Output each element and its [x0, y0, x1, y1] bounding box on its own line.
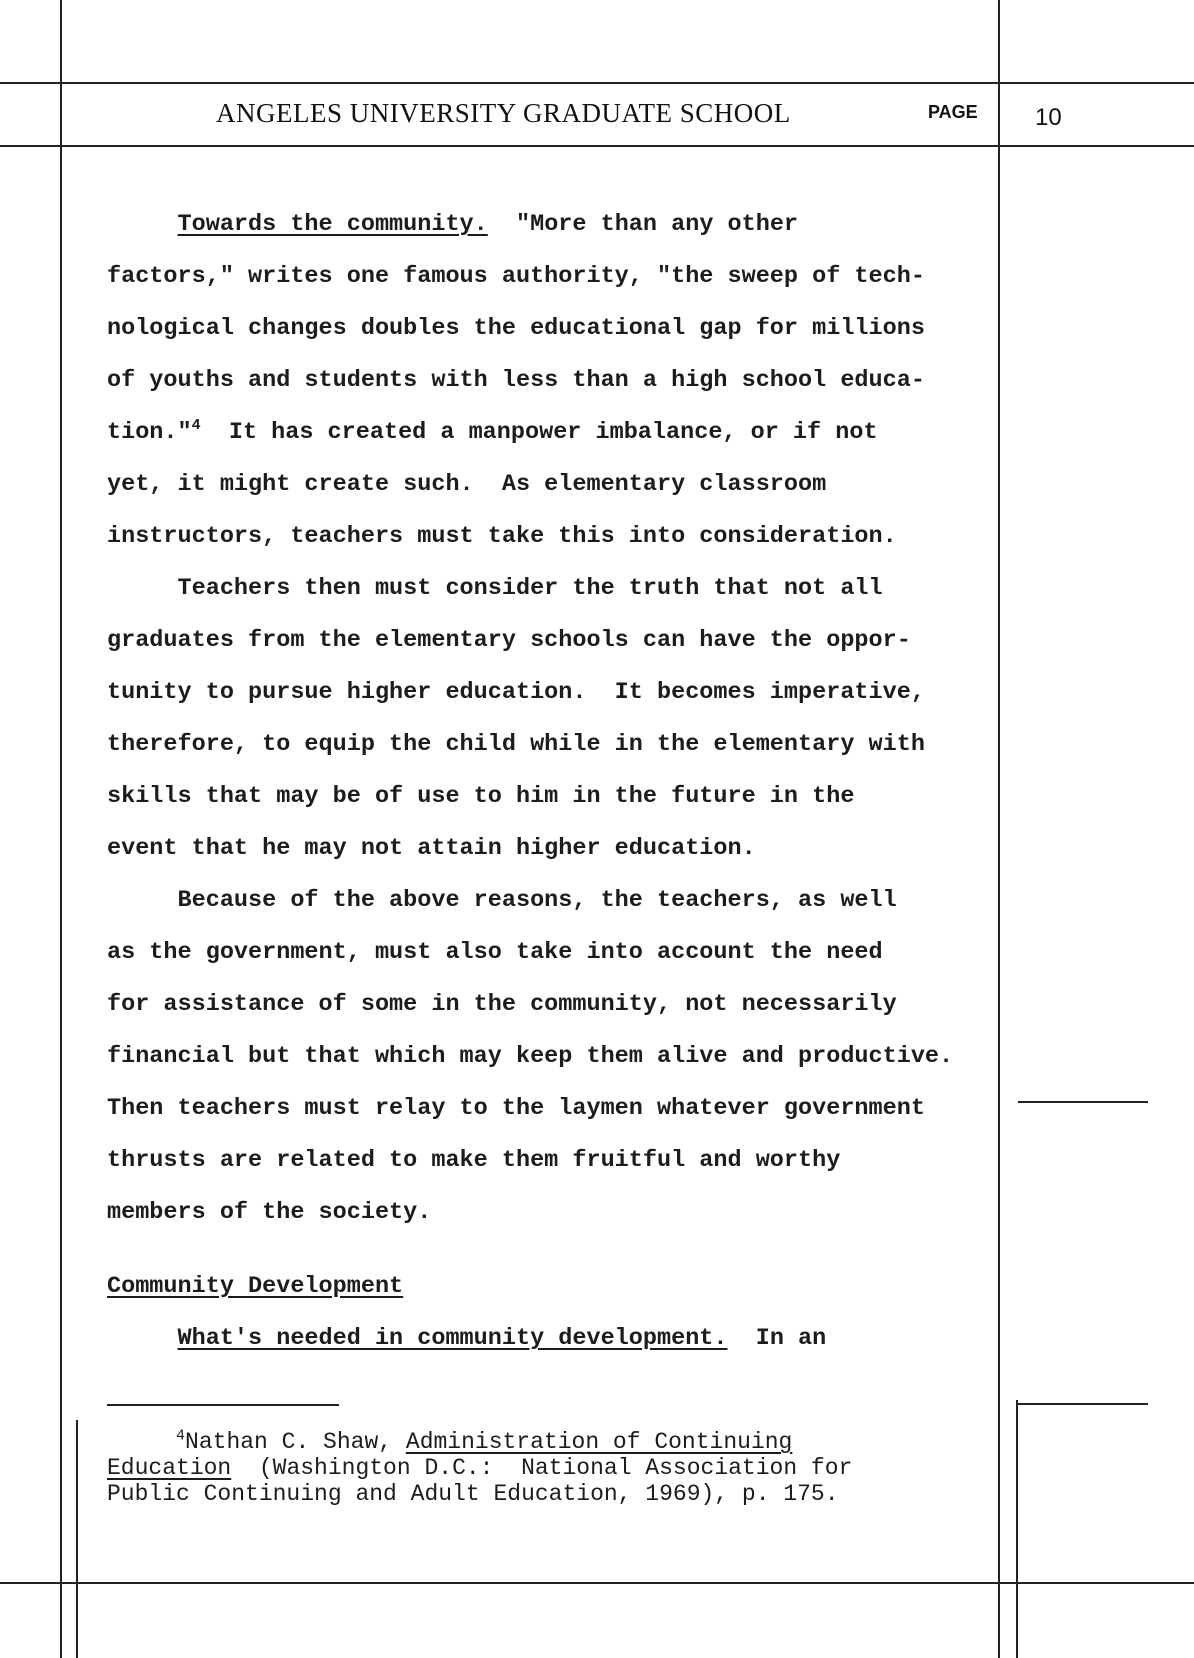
body-line: event that he may not attain higher education.	[107, 835, 756, 862]
right-margin-rule	[998, 0, 1000, 1658]
body-line: as the government, must also take into account the need	[107, 939, 883, 966]
body-line: tunity to pursue higher education. It becomes imperative,	[107, 679, 925, 706]
footnote-line: Education (Washington D.C.: National Association for	[107, 1455, 853, 1481]
body-line: skills that may be of use to him in the future in the	[107, 783, 855, 810]
body-line: What's needed in community development. In an	[177, 1325, 827, 1352]
page-label: PAGE	[928, 102, 978, 122]
body-line: nological changes doubles the educational gap for millions	[107, 315, 925, 342]
body-line: Towards the community. "More than any other	[177, 211, 799, 238]
body-line: yet, it might create such. As elementary classroom	[107, 471, 827, 498]
footnote-line: Public Continuing and Adult Education, 1969), p. 175.	[107, 1481, 839, 1507]
subsection-heading: What's needed in community development.	[177, 1325, 728, 1352]
page-title: ANGELES UNIVERSITY GRADUATE SCHOOL	[216, 98, 791, 128]
body-line: thrusts are related to make them fruitful and worthy	[107, 1147, 841, 1174]
body-line: tion."$^4$ It has created a manpower imbalance, or if not	[107, 417, 878, 446]
right-margin-rule-lower	[1016, 1400, 1018, 1658]
body-line: for assistance of some in the community, not necessarily	[107, 991, 897, 1018]
subsection-heading: Towards the community.	[177, 211, 488, 238]
side-tab-rule-1	[1018, 1101, 1148, 1103]
header-top-rule	[0, 82, 1194, 84]
page-number: 10	[1035, 104, 1062, 131]
section-heading: Community Development	[107, 1273, 404, 1300]
footnote-separator	[107, 1404, 339, 1406]
body-line: Because of the above reasons, the teachers, as well	[107, 887, 897, 914]
body-line: members of the society.	[107, 1199, 432, 1226]
body-line: financial but that which may keep them alive and productive.	[107, 1043, 954, 1070]
body-line: factors," writes one famous authority, "the sweep of tech-	[107, 263, 925, 290]
body-line: therefore, to equip the child while in the elementary with	[107, 731, 925, 758]
left-margin-rule	[60, 0, 62, 1658]
side-tab-rule-2	[1018, 1403, 1148, 1405]
footnote-line: $^4$Nathan C. Shaw, Administration of Continuing	[176, 1427, 793, 1455]
body-line: graduates from the elementary schools can have the oppor-	[107, 627, 911, 654]
header-bottom-rule	[0, 145, 1194, 147]
body-line: instructors, teachers must take this into consideration.	[107, 523, 897, 550]
body-line: Teachers then must consider the truth that not all	[107, 575, 883, 602]
footnote-reference: 4	[191, 417, 201, 435]
footer-rule	[0, 1582, 1194, 1584]
left-margin-rule-inner	[76, 1420, 78, 1658]
body-line: Then teachers must relay to the laymen whatever government	[107, 1095, 925, 1122]
footnote-number: 4	[176, 1427, 186, 1445]
body-line: of youths and students with less than a high school educa-	[107, 367, 925, 394]
